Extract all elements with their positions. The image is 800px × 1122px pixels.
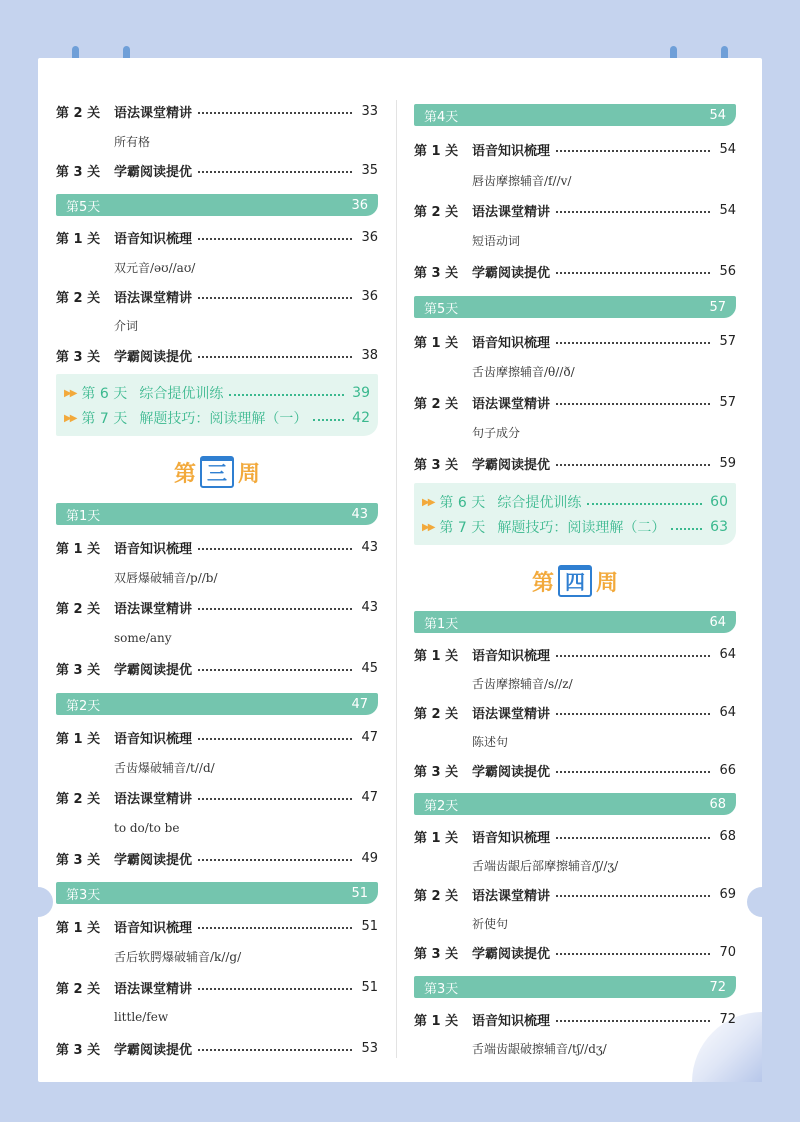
page-number: 43 <box>361 599 378 615</box>
review-title: 解题技巧：阅读理解（二） <box>497 520 666 536</box>
week-prefix: 第 <box>173 461 196 487</box>
lesson-subtitle: 舌后软腭爆破辅音/k//g/ <box>114 949 242 964</box>
page-number: 39 <box>352 385 370 401</box>
lesson-title: 学霸阅读提优 <box>114 349 193 365</box>
toc-entry[interactable] <box>414 452 736 474</box>
lesson-subtitle: 介词 <box>114 318 139 333</box>
toc-entry[interactable] <box>56 536 378 558</box>
lesson-number: 第 2 关 <box>414 888 459 904</box>
day-page: 47 <box>351 696 368 712</box>
lesson-title: 学霸阅读提优 <box>472 946 551 962</box>
lesson-title: 语音知识梳理 <box>114 231 193 247</box>
toc-entry[interactable] <box>414 1008 736 1030</box>
lesson-title: 语法课堂精讲 <box>472 204 551 220</box>
day-header[interactable] <box>414 976 736 998</box>
lesson-subtitle: 短语动词 <box>472 233 521 248</box>
lesson-title: 语音知识梳理 <box>472 830 551 846</box>
day-label: 第1天 <box>66 508 101 524</box>
leader-dots <box>671 528 702 530</box>
leader-dots <box>556 895 710 897</box>
lesson-number: 第 1 关 <box>414 335 459 351</box>
toc-entry[interactable] <box>414 941 736 963</box>
day-page: 68 <box>709 796 726 812</box>
toc-entry[interactable] <box>414 138 736 160</box>
page-number: 57 <box>719 333 736 349</box>
toc-entry[interactable] <box>56 726 378 748</box>
day-label: 第2天 <box>66 698 101 714</box>
lesson-number: 第 2 关 <box>56 105 101 121</box>
lesson-number: 第 3 关 <box>56 349 101 365</box>
page-number: 54 <box>719 141 736 157</box>
leader-dots <box>198 1049 352 1051</box>
lesson-title: 语音知识梳理 <box>114 731 193 747</box>
leader-dots <box>556 713 710 715</box>
lesson-title: 语音知识梳理 <box>114 541 193 557</box>
page-number: 53 <box>361 1040 378 1056</box>
lesson-number: 第 1 关 <box>56 920 101 936</box>
leader-dots <box>556 1020 710 1022</box>
lesson-number: 第 3 关 <box>414 265 459 281</box>
lesson-number: 第 3 关 <box>56 164 101 180</box>
review-day: 第 6 天 <box>81 386 128 402</box>
page-number: 36 <box>361 288 378 304</box>
leader-dots <box>198 548 352 550</box>
lesson-title: 学霸阅读提优 <box>472 764 551 780</box>
leader-dots <box>198 238 352 240</box>
review-entry[interactable] <box>422 517 728 537</box>
toc-entry[interactable] <box>414 701 736 723</box>
lesson-subtitle: 舌齿爆破辅音/t//d/ <box>114 760 215 775</box>
day-label: 第3天 <box>424 981 459 997</box>
lesson-subtitle: 所有格 <box>114 134 151 149</box>
page-number: 57 <box>719 394 736 410</box>
toc-entry[interactable] <box>56 159 378 181</box>
lesson-number: 第 2 关 <box>56 290 101 306</box>
week-prefix: 第 <box>531 570 554 596</box>
lesson-title: 学霸阅读提优 <box>114 662 193 678</box>
toc-entry[interactable] <box>56 976 378 998</box>
leader-dots <box>198 112 352 114</box>
double-arrow-icon: ▶▶ <box>64 387 76 399</box>
column-divider <box>396 100 397 1058</box>
lesson-title: 语法课堂精讲 <box>472 396 551 412</box>
review-day: 第 6 天 <box>439 495 486 511</box>
review-title: 综合提优训练 <box>139 386 224 402</box>
review-box <box>56 374 378 436</box>
page-number: 64 <box>719 704 736 720</box>
leader-dots <box>313 419 344 421</box>
toc-entry[interactable] <box>414 199 736 221</box>
lesson-number: 第 1 关 <box>414 1013 459 1029</box>
review-day: 第 7 天 <box>439 520 486 536</box>
leader-dots <box>556 150 710 152</box>
lesson-subtitle: 陈述句 <box>472 734 509 749</box>
day-label: 第4天 <box>424 109 459 125</box>
page-number: 69 <box>719 886 736 902</box>
page-number: 68 <box>719 828 736 844</box>
toc-entry[interactable] <box>414 759 736 781</box>
leader-dots <box>229 394 344 396</box>
lesson-title: 语法课堂精讲 <box>472 888 551 904</box>
toc-entry[interactable] <box>56 1037 378 1059</box>
review-title: 综合提优训练 <box>497 495 582 511</box>
toc-entry[interactable] <box>56 596 378 618</box>
toc-entry[interactable] <box>414 391 736 413</box>
toc-entry[interactable] <box>56 285 378 307</box>
lesson-title: 语音知识梳理 <box>472 335 551 351</box>
lesson-title: 语音知识梳理 <box>472 1013 551 1029</box>
page-number: 70 <box>719 944 736 960</box>
double-arrow-icon: ▶▶ <box>64 412 76 424</box>
lesson-subtitle: 舌端齿龈后部摩擦辅音/ʃ//ʒ/ <box>472 858 619 873</box>
page-number: 72 <box>719 1011 736 1027</box>
page-number: 51 <box>361 979 378 995</box>
leader-dots <box>556 211 710 213</box>
day-page: 54 <box>709 107 726 123</box>
lesson-subtitle: little/few <box>114 1010 169 1024</box>
toc-entry[interactable] <box>414 643 736 665</box>
leader-dots <box>556 342 710 344</box>
review-day: 第 7 天 <box>81 411 128 427</box>
lesson-number: 第 1 关 <box>414 143 459 159</box>
week-heading <box>414 561 736 601</box>
page-number: 35 <box>361 162 378 178</box>
leader-dots <box>198 297 352 299</box>
page-notch-right <box>747 887 777 917</box>
lesson-title: 学霸阅读提优 <box>472 265 551 281</box>
lesson-subtitle: 舌齿摩擦辅音/θ//ð/ <box>472 364 575 379</box>
lesson-number: 第 2 关 <box>414 204 459 220</box>
page-number: 47 <box>361 789 378 805</box>
day-page: 64 <box>709 614 726 630</box>
double-arrow-icon: ▶▶ <box>422 496 434 508</box>
lesson-number: 第 2 关 <box>414 396 459 412</box>
toc-entry[interactable] <box>56 226 378 248</box>
lesson-number: 第 2 关 <box>414 706 459 722</box>
lesson-title: 语法课堂精讲 <box>114 105 193 121</box>
toc-entry[interactable] <box>414 330 736 352</box>
lesson-number: 第 1 关 <box>414 648 459 664</box>
page-number: 64 <box>719 646 736 662</box>
day-label: 第3天 <box>66 887 101 903</box>
lesson-title: 语法课堂精讲 <box>114 601 193 617</box>
toc-entry[interactable] <box>56 344 378 366</box>
lesson-number: 第 3 关 <box>56 662 101 678</box>
leader-dots <box>198 988 352 990</box>
week-number: 四 <box>565 570 585 594</box>
lesson-title: 语法课堂精讲 <box>114 981 193 997</box>
day-header[interactable] <box>56 693 378 715</box>
lesson-number: 第 1 关 <box>414 830 459 846</box>
toc-entry[interactable] <box>56 847 378 869</box>
leader-dots <box>556 655 710 657</box>
review-title: 解题技巧：阅读理解（一） <box>139 411 308 427</box>
lesson-subtitle: 舌端齿龈破擦辅音/tʃ//dʒ/ <box>472 1041 607 1056</box>
page-number: 49 <box>361 850 378 866</box>
toc-entry[interactable] <box>414 260 736 282</box>
lesson-number: 第 2 关 <box>56 791 101 807</box>
page-number: 56 <box>719 263 736 279</box>
lesson-title: 学霸阅读提优 <box>472 457 551 473</box>
lesson-number: 第 1 关 <box>56 731 101 747</box>
week-suffix: 周 <box>238 461 261 487</box>
lesson-subtitle: 祈使句 <box>472 916 509 931</box>
leader-dots <box>198 608 352 610</box>
page-number: 33 <box>361 103 378 119</box>
calendar-icon <box>200 456 234 488</box>
leader-dots <box>198 927 352 929</box>
day-label: 第2天 <box>424 798 459 814</box>
page-number: 54 <box>719 202 736 218</box>
leader-dots <box>198 738 352 740</box>
leader-dots <box>556 403 710 405</box>
toc-entry[interactable] <box>56 786 378 808</box>
lesson-number: 第 3 关 <box>414 457 459 473</box>
lesson-subtitle: to do/to be <box>114 821 180 835</box>
review-entry[interactable] <box>422 492 728 512</box>
review-entry[interactable] <box>64 408 370 428</box>
page-number: 51 <box>361 918 378 934</box>
toc-entry[interactable] <box>56 100 378 122</box>
toc-entry[interactable] <box>56 657 378 679</box>
day-page: 51 <box>351 885 368 901</box>
page-number: 38 <box>361 347 378 363</box>
lesson-title: 语法课堂精讲 <box>114 791 193 807</box>
page-number: 47 <box>361 729 378 745</box>
day-header[interactable] <box>414 793 736 815</box>
day-label: 第5天 <box>66 199 101 215</box>
lesson-subtitle: 唇齿摩擦辅音/f//v/ <box>472 173 572 188</box>
lesson-subtitle: 双唇爆破辅音/p//b/ <box>114 570 218 585</box>
day-page: 57 <box>709 299 726 315</box>
toc-entry[interactable] <box>56 915 378 937</box>
lesson-subtitle: 舌齿摩擦辅音/s//z/ <box>472 676 573 691</box>
lesson-title: 学霸阅读提优 <box>114 164 193 180</box>
lesson-number: 第 3 关 <box>56 852 101 868</box>
leader-dots <box>198 798 352 800</box>
double-arrow-icon: ▶▶ <box>422 521 434 533</box>
leader-dots <box>556 837 710 839</box>
day-label: 第1天 <box>424 616 459 632</box>
lesson-number: 第 1 关 <box>56 231 101 247</box>
lesson-title: 语音知识梳理 <box>114 920 193 936</box>
day-page: 72 <box>709 979 726 995</box>
page-number: 59 <box>719 455 736 471</box>
page-notch-left <box>23 887 53 917</box>
leader-dots <box>556 464 710 466</box>
page-number: 60 <box>710 494 728 510</box>
leader-dots <box>556 771 710 773</box>
day-header[interactable] <box>56 194 378 216</box>
day-label: 第5天 <box>424 301 459 317</box>
leader-dots <box>556 953 710 955</box>
week-suffix: 周 <box>596 570 619 596</box>
leader-dots <box>198 859 352 861</box>
lesson-title: 学霸阅读提优 <box>114 852 193 868</box>
page-number: 66 <box>719 762 736 778</box>
toc-entry[interactable] <box>414 883 736 905</box>
lesson-subtitle: some/any <box>114 631 172 645</box>
lesson-title: 语音知识梳理 <box>472 143 551 159</box>
page-number: 43 <box>361 539 378 555</box>
lesson-number: 第 3 关 <box>56 1042 101 1058</box>
lesson-number: 第 2 关 <box>56 601 101 617</box>
day-header[interactable] <box>56 882 378 904</box>
lesson-number: 第 1 关 <box>56 541 101 557</box>
toc-entry[interactable] <box>414 825 736 847</box>
day-page: 43 <box>351 506 368 522</box>
lesson-number: 第 3 关 <box>414 764 459 780</box>
lesson-number: 第 3 关 <box>414 946 459 962</box>
page-number: 63 <box>710 519 728 535</box>
lesson-title: 语法课堂精讲 <box>472 706 551 722</box>
week-number: 三 <box>207 461 227 485</box>
leader-dots <box>198 356 352 358</box>
leader-dots <box>587 503 702 505</box>
day-header[interactable] <box>414 296 736 318</box>
page-number: 42 <box>352 410 370 426</box>
day-page: 36 <box>351 197 368 213</box>
week-heading <box>56 452 378 492</box>
leader-dots <box>198 171 352 173</box>
lesson-number: 第 2 关 <box>56 981 101 997</box>
lesson-subtitle: 句子成分 <box>472 425 521 440</box>
review-entry[interactable] <box>64 383 370 403</box>
review-box <box>414 483 736 545</box>
lesson-title: 学霸阅读提优 <box>114 1042 193 1058</box>
day-header[interactable] <box>56 503 378 525</box>
lesson-title: 语法课堂精讲 <box>114 290 193 306</box>
page-number: 36 <box>361 229 378 245</box>
lesson-subtitle: 双元音/əʊ//aʊ/ <box>114 260 196 275</box>
calendar-icon <box>558 565 592 597</box>
leader-dots <box>556 272 710 274</box>
day-header[interactable] <box>414 104 736 126</box>
day-header[interactable] <box>414 611 736 633</box>
page-number: 45 <box>361 660 378 676</box>
leader-dots <box>198 669 352 671</box>
lesson-title: 语音知识梳理 <box>472 648 551 664</box>
